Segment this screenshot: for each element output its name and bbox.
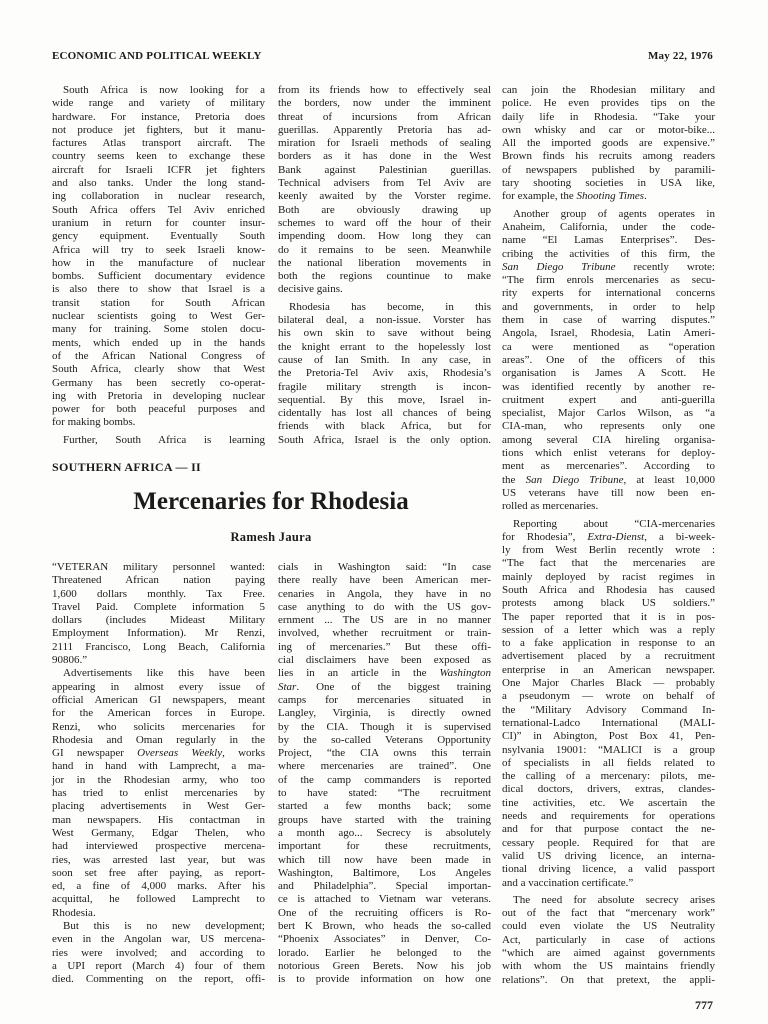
text-line: South Africa is now looking for a (63, 84, 265, 96)
running-header-publication: ECONOMIC AND POLITICAL WEEKLY (52, 50, 262, 62)
text-line: cause of Ian Smith. In any case, in (278, 353, 491, 366)
text-line: Anaheim, California, under the code- (502, 220, 715, 233)
text-line: CI)” in Abington, Post Box 41, Pen- (502, 730, 715, 743)
text-line: Technical advisers from Tel Aviv are (278, 177, 491, 190)
text-line: mainly deployed by racist regimes in (502, 570, 715, 583)
text-line: died. Commenting on the report, offi- (52, 973, 265, 986)
text-line: case anything to do with the US gov- (278, 600, 491, 613)
text-line: guerillas. Apparently Pretoria has ad- (278, 123, 491, 136)
text-line: “The fact that the mercenaries are (502, 557, 715, 570)
italic-title: Washington (439, 667, 491, 680)
text-line: factures Atlas transport aircraft. The (52, 137, 265, 150)
text-line: by the so-called Veterans Opportunity (278, 733, 491, 746)
text-line: Rhodesia has become, in this (289, 300, 491, 313)
text-line: Reporting about “CIA-mercenaries (513, 517, 715, 530)
text-line: fragile military strength is incon- (278, 380, 491, 393)
text-run: the (502, 473, 526, 486)
text-line: a UPI report (March 4) four of them (52, 959, 265, 972)
text-line: wide range and variety of military (52, 97, 265, 110)
paragraph (52, 84, 265, 430)
paragraph (52, 667, 265, 920)
text-line: Langley, Virginia, is directly owned (278, 707, 491, 720)
text-line: protests among black US soldiers.” (502, 597, 715, 610)
text-line: even in the Angolan war, US mercena- (52, 933, 265, 946)
article-author: Ramesh Jaura (230, 530, 312, 544)
text-run: . (644, 190, 647, 203)
text-line: placing advertisements in West Ger- (52, 800, 265, 813)
text-line: Further, South Africa is learning (63, 433, 265, 446)
text-line: the calling of a mercenary: pilots, me- (502, 770, 715, 783)
text-line: dical doctors, drivers, extras, clandes- (502, 783, 715, 796)
text-line: ly from West Berlin recently wrote : (502, 544, 715, 557)
text-line: South Africa offers Tel Aviv enriched (52, 203, 265, 216)
text-line: and also tanks. Under the long stand- (52, 177, 265, 190)
text-line: appearing in almost every issue of (52, 680, 265, 693)
text-line: Project, “the CIA owns this terrain (278, 747, 491, 760)
text-line: not produce jet fighters, but it manu- (52, 123, 265, 136)
text-line: Advertisements like this have been (63, 667, 265, 680)
text-run: GI newspaper (52, 747, 138, 760)
text-run: for Rhodesia”, (502, 530, 588, 543)
text-line: Washington, Baltimore, Los Angeles (278, 866, 491, 879)
text-run: . One of the biggest training (296, 680, 491, 693)
text-line: areas”. One of the officers of this (502, 353, 715, 366)
text-column-bottom-middle (278, 561, 491, 987)
text-line: lorado. Earlier he belonged to the (278, 946, 491, 959)
text-run: lies in an article in the (278, 667, 440, 680)
text-line: cruitment expert and anti-guerilla (502, 393, 715, 406)
text-line: miration for Israeli methods of sealing (278, 137, 491, 150)
text-line: Bank against Palestinian guerillas. (278, 163, 491, 176)
text-line: “The firm enrols mercenaries as secu- (502, 274, 715, 287)
text-line: aircraft for Israeli ICFR jet fighters (52, 163, 265, 176)
text-line: acquittal, he followed Lamprecht to (52, 893, 265, 906)
text-line: cials in Washington said: “In case (278, 561, 491, 573)
text-line (502, 190, 715, 203)
text-line: important for these recruitments, (278, 840, 491, 853)
text-line: jor in the Rhodesian army, who too (52, 773, 265, 786)
text-line: cidentally has lost all chances of being (278, 407, 491, 420)
text-line: decisive gains. (278, 283, 343, 296)
text-line: relations”. On that pretext, the appli- (502, 973, 715, 986)
text-line: the “Military Advisory Command In- (502, 703, 715, 716)
text-line: threat of incursions from African (278, 110, 491, 123)
text-line: Act, particularly in case of actions (502, 933, 715, 946)
text-line: hardware. For instance, Pretoria does (52, 110, 265, 123)
text-line: which till now have been made in (278, 853, 491, 866)
text-line: the Pretoria-Tel Aviv axis, Rhodesia’s (278, 367, 491, 380)
text-line: Renzi, who solicits mercenaries for (52, 720, 265, 733)
paragraph (502, 208, 715, 514)
text-line: had interviewed prospective mercena- (52, 840, 265, 853)
text-line: is also there to show that Israel is a (52, 283, 265, 296)
text-line: South Africa, clearly show that West (52, 363, 265, 376)
text-line (52, 747, 265, 760)
italic-title: San Diego Tribune (525, 473, 624, 486)
text-line: the borders, now under the imminent (278, 97, 491, 110)
text-line: Travel Paid. Complete information 5 (52, 600, 265, 613)
text-line: Threatened African nation paying (52, 574, 265, 587)
italic-title: Extra-Dienst (587, 530, 645, 543)
text-line: of the camp commanders is reported (278, 773, 491, 786)
text-line: where mercenaries are trained”. One (278, 760, 491, 773)
paragraph (52, 434, 265, 447)
text-line: official American GI newspapers, meant (52, 693, 265, 706)
text-line: of specialists in all fields related to (502, 756, 715, 769)
text-line: borders as it has done in the West (278, 150, 491, 163)
text-line: enterprise in an American newspaper. (502, 663, 715, 676)
paragraph (502, 518, 715, 890)
text-line: Angola, Israel, Rhodesia, Latin Ameri- (502, 327, 715, 340)
text-line: nsylvania 19001: “MALICI is a group (502, 743, 715, 756)
paragraph (278, 561, 491, 987)
text-line: soon set free after paying, as report- (52, 866, 265, 879)
text-run: , a bi-week- (644, 530, 715, 543)
text-line: specialist, Major Carlos Wilson, as “a (502, 407, 715, 420)
text-line: do it remains to be seen. Meanwhile (278, 243, 491, 256)
text-line: bombs. Sufficient documentary evidence (52, 270, 265, 283)
paragraph (278, 84, 491, 297)
text-line: own whisky and car or motor-bike... (502, 123, 715, 136)
text-line: of the African National Congress of (52, 349, 265, 362)
text-line: was identified recently by another re- (502, 380, 715, 393)
text-line: his own skin to save without being (278, 327, 491, 340)
text-line: “which are aimed against governments (502, 947, 715, 959)
text-line: “VETERAN military personnel wanted: (52, 561, 265, 573)
text-line: ing of mercenaries.” But these offi- (278, 640, 491, 653)
text-line: impending doom. How long they can (278, 230, 491, 243)
italic-title: Star (278, 680, 297, 693)
text-line (502, 474, 715, 487)
text-line: gency equipment. Eventually South (52, 230, 265, 243)
text-line: keenly awaited by the Vorster regime. (278, 190, 491, 203)
text-line: out of the fact that “mercenary work” (502, 907, 715, 920)
running-header-date: May 22, 1976 (647, 50, 713, 62)
text-line: power for both peaceful purposes and (52, 403, 265, 416)
text-line: ca were mentioned as “operation (502, 340, 715, 353)
text-line: by the CIA. Though it is supervised (278, 720, 491, 733)
text-line: One Major Charles Black — probably (502, 677, 715, 690)
text-line: and Philadelphia”. Special importan- (278, 880, 491, 893)
text-line: ments, which ended up in the hands (52, 336, 265, 349)
text-line: both the regions countinue to make (278, 270, 491, 283)
text-column-bottom-left (52, 561, 265, 987)
text-line: nuclear scientists going to West Ger- (52, 310, 265, 323)
text-line: to have stated: “The recruitment (278, 787, 491, 800)
text-line: cial disclaimers have been exposed as (278, 654, 491, 667)
text-line: 1,600 dollars monthly. Tax Free. (52, 587, 265, 600)
text-line: valid US driving licence, an interna- (502, 849, 715, 862)
section-label: SOUTHERN AFRICA — II (52, 460, 202, 474)
text-line: for the American forces in Europe. (52, 707, 265, 720)
text-line: Brown finds his recruits among readers (502, 150, 715, 163)
text-line: Rhodesia. (52, 906, 96, 919)
text-line: Rhodesia and Oman regularly in the (52, 733, 265, 746)
text-line: daily life in Rhodesia. “Take your (502, 110, 715, 123)
text-line: ing collaboration in nuclear research, (52, 190, 265, 203)
text-line: schemes to ward off the hour of their (278, 216, 491, 229)
text-line: The paper reported that it is in pos- (502, 610, 715, 623)
text-line: transit station for South African (52, 296, 265, 309)
text-line: them in case of warring disputes.” (502, 314, 715, 327)
paragraph (52, 561, 265, 667)
text-line: involved, whether recruitment or train- (278, 627, 491, 640)
text-line: All the imported goods are expensive.” (502, 137, 715, 150)
text-line: ment as mercenaries”. According to (502, 460, 715, 473)
text-line: how in the manufacture of nuclear (52, 256, 265, 269)
text-line: 2111 Francisco, Long Beach, California (52, 640, 265, 653)
text-line: One of the recruiting officers is Ro- (278, 906, 491, 919)
text-line: dollars (includes Mideast Military (52, 614, 265, 627)
text-line: cessary people. Required for that are (502, 836, 715, 849)
text-run: recently wrote: (615, 260, 715, 273)
text-line: can join the Rhodesian military and (502, 84, 715, 96)
text-line: name “El Lamas Enterprises”. Des- (502, 234, 715, 247)
italic-title: San Diego Tribune (502, 260, 616, 273)
text-line: Both are obviously drawing up (278, 203, 491, 216)
text-line: uranium in return for counter insur- (52, 216, 265, 229)
text-run: , at least 10,000 (623, 473, 715, 486)
text-line: rity experts for international concerns (502, 287, 715, 300)
text-line (502, 531, 715, 544)
text-line: many for training. Some stolen docu- (52, 323, 265, 336)
text-line: cenaries in Angola, they have in no (278, 587, 491, 600)
text-line: tary shooting societies in USA like, (502, 177, 715, 190)
text-line: advertisement placed by a recruitment (502, 650, 715, 663)
text-line: cribing the activities of this firm, the (502, 247, 715, 260)
text-line: US veterans have till now been en- (502, 486, 715, 499)
text-line: needs and requirements for operations (502, 810, 715, 823)
text-line: friends with black Africa, but for (278, 420, 491, 433)
text-line: camps for mercenaries situated in (278, 693, 491, 706)
text-line: South Africa and Rhodesia has caused (502, 583, 715, 596)
text-line (278, 681, 491, 694)
text-line: started a few months back; some (278, 800, 491, 813)
text-column-top-middle (278, 84, 491, 451)
text-line: groups have started with the training (278, 813, 491, 826)
text-line: a month ago... Secrecy is absolutely (278, 826, 491, 839)
text-line: has tried to enlist mercenaries by (52, 787, 265, 800)
text-line: organisation is James A Scott. He (502, 367, 715, 380)
text-run: for example, the (502, 190, 577, 203)
italic-title: Overseas Weekly (137, 747, 223, 760)
text-line: could even violate the US Neutrality (502, 920, 715, 933)
text-line: among several CIA hireling organisa- (502, 433, 715, 446)
italic-title: Shooting Times (576, 190, 645, 203)
text-line: to a fake application in response to an (502, 637, 715, 650)
text-line: hand in hand with Lamprecht, a ma- (52, 760, 265, 773)
text-line: Employment Information). Mr Renzi, (52, 627, 265, 640)
paragraph (52, 920, 265, 986)
text-line: and for that purpose contact the ne- (502, 823, 715, 836)
text-line: from its friends how to effectively seal (278, 84, 491, 96)
text-line: But this is no new development; (63, 920, 265, 933)
text-line: Another group of agents operates in (513, 207, 715, 220)
text-run: , works (222, 747, 266, 760)
text-line: ed, a fine of 4,000 marks. After his (52, 880, 265, 893)
text-line: the national liberation movements in (278, 256, 491, 269)
text-column-top-left (52, 84, 265, 451)
text-line: ce is attached to Vietnam war veterans. (278, 893, 491, 906)
text-line: ries, was arrested last year, but was (52, 853, 265, 866)
text-line: is to provide information on how one (278, 973, 491, 986)
text-line: ries were involved; and according to (52, 946, 265, 959)
text-line (278, 667, 491, 680)
text-line: bilateral deal, a non-issue. Vorster has (278, 314, 491, 327)
text-line: of newspapers published by paramili- (502, 163, 715, 176)
text-line: and governments, in order to help (502, 300, 715, 313)
text-line: Germany has been secretly co-operat- (52, 376, 265, 389)
text-line: for making bombs. (52, 416, 136, 429)
text-line: with whom the US maintains friendly (502, 960, 715, 973)
text-line: tine activities, etc. We ascertain the (502, 796, 715, 809)
text-line: The need for absolute secrecy arises (513, 893, 715, 906)
text-line: ing with Pretoria in developing nuclear (52, 389, 265, 402)
paragraph (278, 301, 491, 447)
text-line: and a vaccination certificate.” (502, 876, 634, 889)
text-line: tions which enlist veterans for deploy- (502, 447, 715, 460)
text-line: ternational-Ladco International (MALI- (502, 716, 715, 729)
text-line: Africa will try to seek Israeli know- (52, 243, 265, 256)
text-line: police. He even provides tips on the (502, 97, 715, 110)
text-line: a pseudonym — wrote on behalf of (502, 690, 715, 703)
text-line: “Phoenix Associates” in Denver, Co- (278, 933, 491, 946)
text-line: West Germany, Edgar Thelen, who (52, 826, 265, 839)
paragraph (502, 84, 715, 204)
paragraph (502, 894, 715, 987)
text-line: notorious Green Berets. Now his job (278, 959, 491, 972)
text-line: country seems keen to exchange these (52, 150, 265, 163)
text-column-right (502, 84, 715, 991)
text-line: session of a letter which was a reply (502, 623, 715, 636)
text-line (502, 261, 715, 274)
article-title: Mercenaries for Rhodesia (133, 488, 409, 515)
text-line: bert K Brown, who heads the so-called (278, 920, 491, 933)
text-line: man newspapers. His contactman in (52, 813, 265, 826)
text-line: tional driving licence, a valid passport (502, 863, 715, 876)
text-line: sequential. By this move, Israel in- (278, 393, 491, 406)
text-line: 90806.” (52, 654, 88, 667)
text-line: CIA-man, who represents only one (502, 420, 715, 433)
text-line: South Africa, Israel is the only option. (278, 433, 491, 446)
text-line: rolled as mercenaries. (502, 500, 599, 513)
text-line: there really have been American mer- (278, 574, 491, 587)
text-line: the knight errant to the hopelessly lost (278, 340, 491, 353)
page-number: 777 (695, 998, 713, 1012)
text-line: ernment ... The US are in no manner (278, 614, 491, 627)
